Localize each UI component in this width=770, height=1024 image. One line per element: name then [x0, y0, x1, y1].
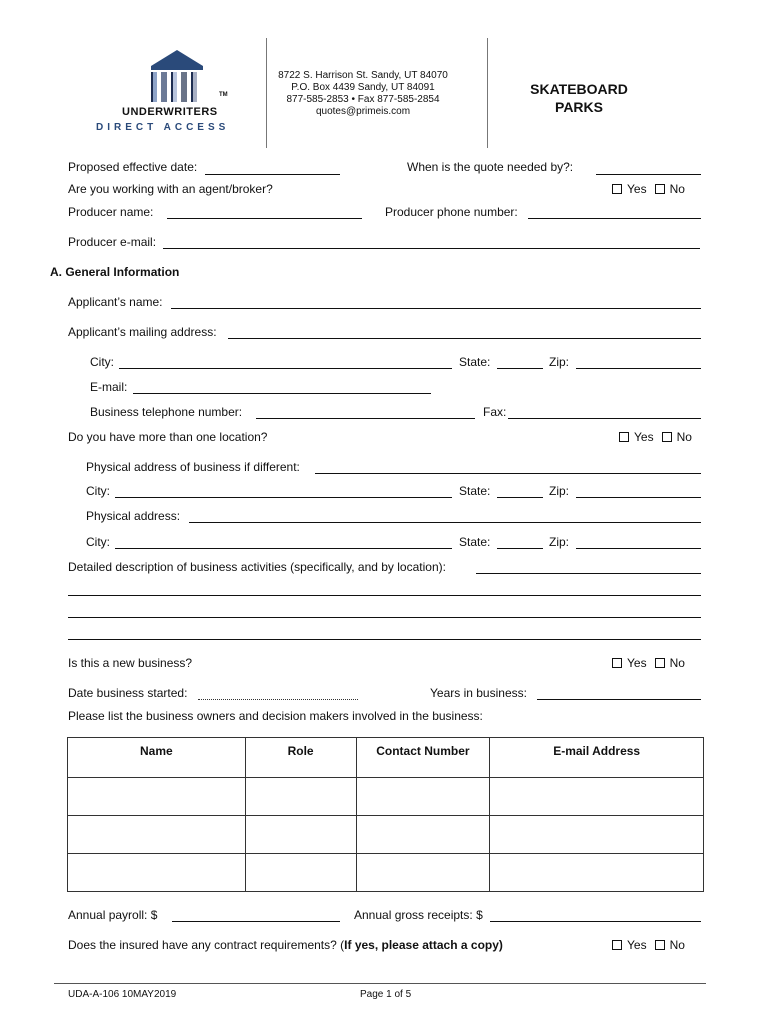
section-a-heading: A. General Information [50, 265, 180, 279]
locations-no-checkbox[interactable] [662, 432, 672, 442]
owners-table [67, 737, 704, 892]
producer-email-field[interactable] [163, 248, 700, 249]
state-2-field[interactable] [497, 497, 543, 498]
mailing-state-field[interactable] [497, 368, 543, 369]
logo-name-line2: DIRECT ACCESS [96, 122, 230, 133]
agent-yes-label: Yes [627, 182, 647, 196]
address-line-2: P.O. Box 4439 Sandy, UT 84091 [291, 82, 435, 93]
producer-phone-label: Producer phone number: [385, 205, 518, 219]
agent-no-label: No [669, 182, 685, 196]
mailing-state-label: State: [459, 355, 491, 369]
address-line-3: 877-585-2853 • Fax 877-585-2854 [286, 94, 440, 105]
locations-yes-checkbox[interactable] [619, 432, 629, 442]
mailing-city-label: City: [90, 355, 114, 369]
owners-table-header-row [68, 738, 704, 778]
description-label: Detailed description of business activities (specifically, and by location): [68, 560, 446, 574]
contract-req-bold-text: If yes, please attach a copy) [344, 938, 503, 952]
address-line-1: 8722 S. Harrison St. Sandy, UT 84070 [278, 70, 448, 81]
mailing-zip-field[interactable] [576, 368, 701, 369]
owners-header-name: Name [68, 738, 246, 778]
description-field-line-3[interactable] [68, 617, 701, 618]
owner-email-cell[interactable] [490, 778, 704, 816]
agent-yes-checkbox[interactable] [612, 184, 622, 194]
more-locations-label: Do you have more than one location? [68, 430, 268, 444]
owner-role-cell[interactable] [245, 816, 356, 854]
owner-role-cell[interactable] [245, 854, 356, 892]
producer-email-label: Producer e-mail: [68, 235, 157, 249]
company-address [262, 70, 464, 118]
producer-name-field[interactable] [167, 218, 362, 219]
state-2-label: State: [459, 484, 491, 498]
mailing-address-label: Applicant’s mailing address: [68, 325, 217, 339]
mailing-address-field[interactable] [228, 338, 701, 339]
footer-divider [54, 983, 706, 984]
email-label: E-mail: [90, 380, 128, 394]
owner-name-cell[interactable] [68, 854, 246, 892]
producer-name-label: Producer name: [68, 205, 154, 219]
logo-tm: TM [219, 92, 228, 98]
new-business-no-label: No [669, 656, 685, 670]
contract-req-label [68, 938, 503, 952]
new-business-yes-checkbox[interactable] [612, 658, 622, 668]
fax-label: Fax: [483, 405, 507, 419]
description-field-line-4[interactable] [68, 639, 701, 640]
state-3-label: State: [459, 535, 491, 549]
physical-address-label: Physical address: [86, 509, 181, 523]
city-2-label: City: [86, 484, 110, 498]
owners-prompt-label: Please list the business owners and decision makers involved in the business: [68, 709, 483, 723]
physical-if-different-label: Physical address of business if different: [86, 460, 300, 474]
contract-no-label: No [669, 938, 685, 952]
contract-no-checkbox[interactable] [655, 940, 665, 950]
date-started-label: Date business started: [68, 686, 188, 700]
description-field-line-1[interactable] [476, 573, 701, 574]
owner-contact-cell[interactable] [356, 778, 490, 816]
state-3-field[interactable] [497, 548, 543, 549]
form-title [494, 80, 664, 116]
producer-phone-field[interactable] [528, 218, 701, 219]
physical-if-different-field[interactable] [315, 473, 701, 474]
quote-needed-field[interactable] [596, 174, 701, 175]
annual-payroll-label: Annual payroll: $ [68, 908, 158, 922]
table-row [68, 816, 704, 854]
columns-logo-icon [137, 48, 217, 106]
contract-req-text: Does the insured have any contract requirements? ( [68, 938, 345, 952]
city-3-field[interactable] [115, 548, 452, 549]
gross-receipts-field[interactable] [490, 921, 701, 922]
quote-needed-label: When is the quote needed by?: [407, 160, 574, 174]
owner-name-cell[interactable] [68, 778, 246, 816]
mailing-city-field[interactable] [119, 368, 452, 369]
effective-date-field[interactable] [205, 174, 340, 175]
owner-role-cell[interactable] [245, 778, 356, 816]
description-field-line-2[interactable] [68, 595, 701, 596]
agent-yes-no [612, 182, 685, 196]
business-phone-label: Business telephone number: [90, 405, 243, 419]
owner-email-cell[interactable] [490, 854, 704, 892]
new-business-label: Is this a new business? [68, 656, 193, 670]
zip-3-label: Zip: [549, 535, 570, 549]
applicant-name-label: Applicant’s name: [68, 295, 163, 309]
new-business-no-checkbox[interactable] [655, 658, 665, 668]
header-divider-right [487, 38, 488, 148]
gross-receipts-label: Annual gross receipts: $ [354, 908, 483, 922]
applicant-name-field[interactable] [171, 308, 701, 309]
mailing-zip-label: Zip: [549, 355, 570, 369]
city-2-field[interactable] [115, 497, 452, 498]
annual-payroll-field[interactable] [172, 921, 340, 922]
form-id: UDA-A-106 10MAY2019 [68, 989, 177, 1000]
owner-email-cell[interactable] [490, 816, 704, 854]
agent-question-label: Are you working with an agent/broker? [68, 182, 273, 196]
table-row [68, 854, 704, 892]
form-title-line-1: SKATEBOARD [530, 81, 628, 97]
new-business-yes-label: Yes [627, 656, 647, 670]
form-title-line-2: PARKS [555, 99, 603, 115]
zip-2-label: Zip: [549, 484, 570, 498]
effective-date-label: Proposed effective date: [68, 160, 198, 174]
new-business-yes-no [612, 656, 685, 670]
contract-yes-checkbox[interactable] [612, 940, 622, 950]
owner-name-cell[interactable] [68, 816, 246, 854]
table-row [68, 778, 704, 816]
locations-yes-no [619, 430, 692, 444]
owner-contact-cell[interactable] [356, 854, 490, 892]
contract-yes-no [612, 938, 685, 952]
owners-header-email: E-mail Address [490, 738, 704, 778]
owner-contact-cell[interactable] [356, 816, 490, 854]
physical-address-field[interactable] [189, 522, 701, 523]
address-line-4: quotes@primeis.com [315, 106, 411, 117]
city-3-label: City: [86, 535, 110, 549]
page-number: Page 1 of 5 [360, 989, 412, 1000]
fax-field[interactable] [508, 418, 701, 419]
zip-2-field[interactable] [576, 497, 701, 498]
business-phone-field[interactable] [256, 418, 475, 419]
owners-header-role: Role [245, 738, 356, 778]
years-in-business-label: Years in business: [430, 686, 527, 700]
owners-header-contact: Contact Number [356, 738, 490, 778]
locations-yes-label: Yes [634, 430, 654, 444]
locations-no-label: No [676, 430, 692, 444]
years-in-business-field[interactable] [537, 699, 701, 700]
date-started-field[interactable] [198, 699, 358, 700]
company-logo [92, 48, 252, 136]
email-field[interactable] [133, 393, 431, 394]
contract-yes-label: Yes [627, 938, 647, 952]
agent-no-checkbox[interactable] [655, 184, 665, 194]
logo-name-line1: UNDERWRITERS [122, 106, 218, 118]
zip-3-field[interactable] [576, 548, 701, 549]
